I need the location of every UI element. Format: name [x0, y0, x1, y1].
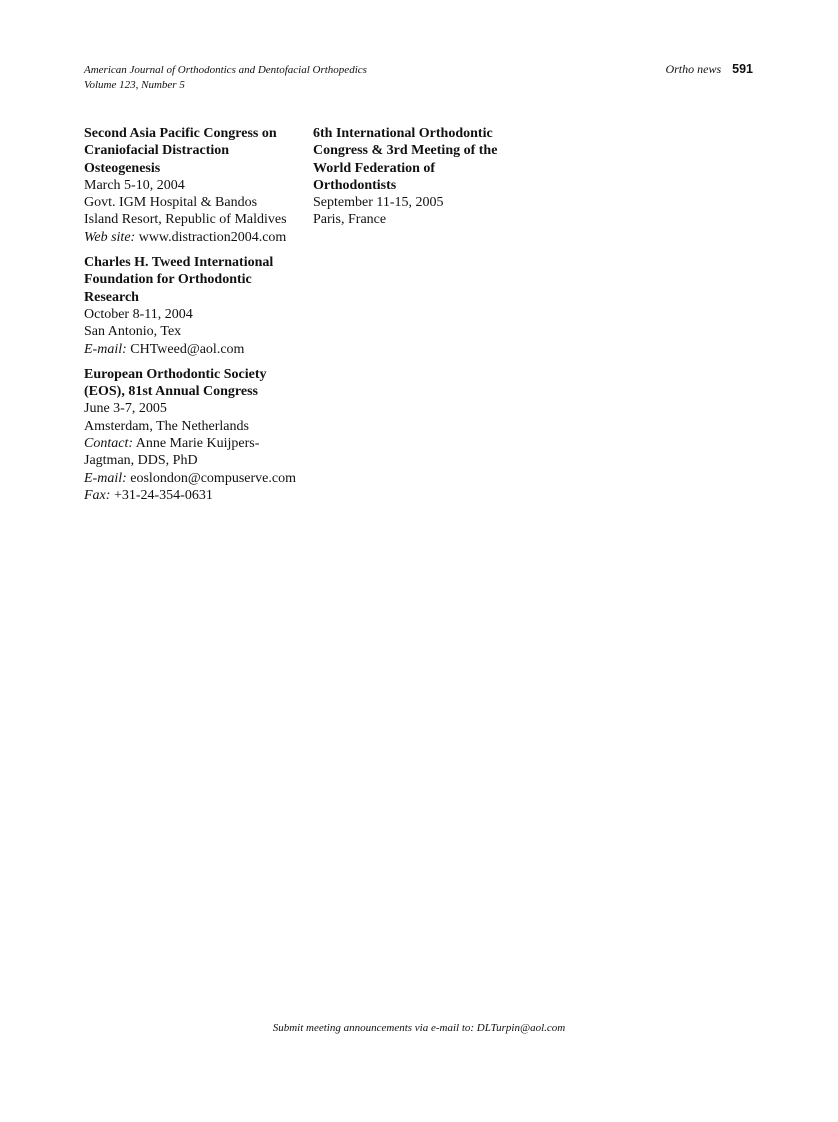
detail-value: September 11-15, 2005 — [313, 195, 444, 211]
meeting-entry — [84, 366, 309, 504]
detail-value: Jagtman, DDS, PhD — [84, 453, 198, 469]
meeting-title-line: Craniofacial Distraction — [84, 143, 230, 159]
footer-note: Submit meeting announcements via e-mail to: DLTurpin@aol.com — [272, 1022, 566, 1034]
meeting-title-line: European Orthodontic Society — [84, 366, 267, 382]
meeting-title-line: 6th International Orthodontic — [313, 126, 493, 141]
detail-value: Amsterdam, The Netherlands — [84, 418, 249, 434]
meeting-title-line: Congress & 3rd Meeting of the — [313, 143, 498, 159]
detail-value: CHTweed@aol.com — [130, 341, 245, 357]
detail-value: +31-24-354-0631 — [113, 487, 213, 503]
detail-value: March 5-10, 2004 — [84, 177, 185, 193]
meeting-detail-line — [84, 229, 309, 246]
meeting-detail-line — [84, 306, 309, 323]
meeting-detail-line — [313, 211, 538, 228]
detail-label: Contact: — [84, 436, 133, 452]
meeting-detail-line — [84, 194, 309, 211]
meeting-title-line: Charles H. Tweed International — [84, 255, 274, 271]
column-right — [313, 125, 538, 237]
meeting-title-line: Osteogenesis — [84, 160, 161, 176]
meeting-title-line: (EOS), 81st Annual Congress — [84, 384, 259, 400]
meeting-entry — [84, 125, 309, 246]
meeting-detail-line — [84, 487, 309, 504]
detail-label: Web site: — [84, 229, 136, 245]
meeting-detail-line — [84, 452, 309, 469]
meeting-detail-line — [84, 435, 309, 452]
meeting-detail-line — [84, 323, 309, 340]
meeting-title-line: Orthodontists — [313, 177, 397, 193]
section-name: Ortho news — [665, 62, 722, 76]
meeting-title-line: Research — [84, 289, 139, 305]
volume-number: Volume 123, Number 5 — [84, 79, 185, 91]
meeting-detail-line — [84, 341, 309, 358]
running-header — [84, 63, 367, 93]
meeting-entry — [313, 125, 538, 229]
detail-value: Island Resort, Republic of Maldives — [84, 212, 287, 228]
meeting-detail-line — [313, 194, 538, 211]
meeting-detail-line — [84, 177, 309, 194]
detail-value: San Antonio, Tex — [84, 324, 182, 340]
detail-value: June 3-7, 2005 — [84, 401, 167, 417]
detail-label: E-mail: — [84, 470, 127, 486]
journal-title: American Journal of Orthodontics and Dentofacial Orthopedics — [84, 64, 367, 76]
meeting-title-line: Second Asia Pacific Congress on — [84, 126, 277, 141]
detail-value: Anne Marie Kuijpers- — [135, 436, 260, 452]
page-number: 591 — [732, 62, 753, 76]
detail-label: Fax: — [84, 487, 111, 503]
detail-value: eoslondon@compuserve.com — [130, 470, 296, 486]
meeting-detail-line — [84, 418, 309, 435]
detail-value: October 8-11, 2004 — [84, 306, 193, 322]
meeting-title-line: Foundation for Orthodontic — [84, 272, 252, 288]
column-left — [84, 125, 309, 512]
meeting-title-line: World Federation of — [313, 160, 436, 176]
detail-value: Govt. IGM Hospital & Bandos — [84, 195, 258, 211]
meeting-detail-line — [84, 470, 309, 487]
detail-label: E-mail: — [84, 341, 127, 357]
meeting-detail-line — [84, 211, 309, 228]
section-page — [665, 62, 753, 77]
detail-value: www.distraction2004.com — [138, 229, 287, 245]
meeting-detail-line — [84, 400, 309, 417]
meeting-entry — [84, 254, 309, 358]
detail-value: Paris, France — [313, 212, 387, 228]
